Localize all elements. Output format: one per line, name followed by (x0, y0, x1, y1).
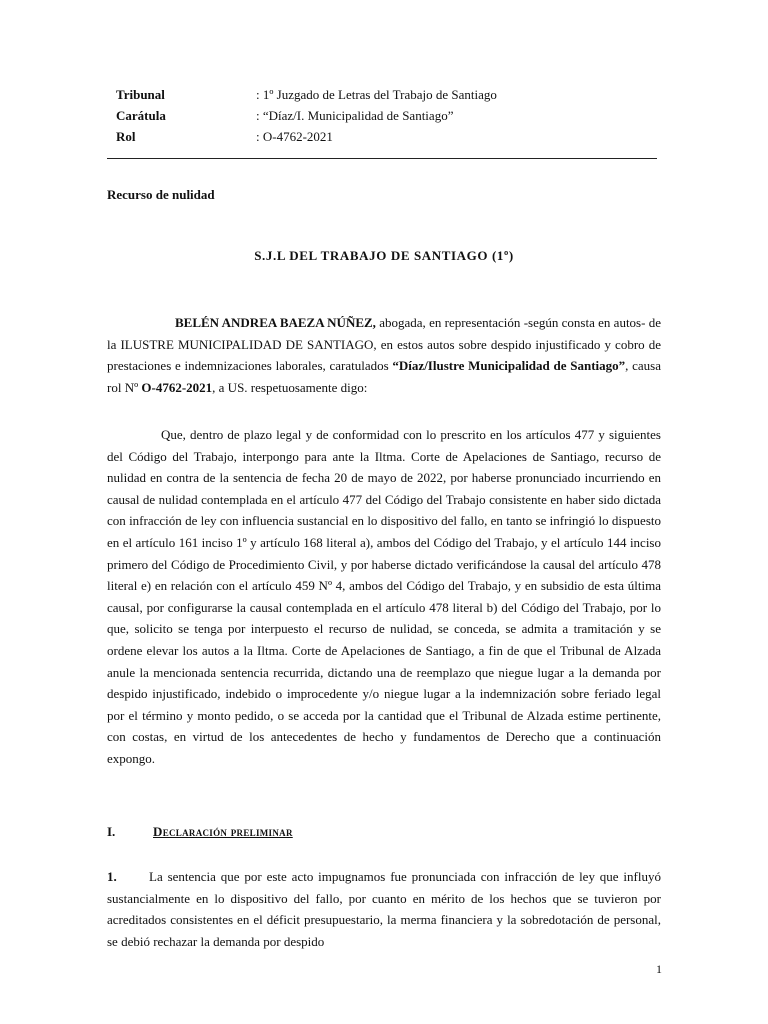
paragraph-number: 1. (107, 869, 117, 884)
numbered-paragraph (107, 866, 661, 952)
attorney-name: BELÉN ANDREA BAEZA NÚÑEZ, (175, 315, 376, 330)
section-heading (107, 824, 293, 840)
section-title: Declaración preliminar (153, 824, 293, 839)
page-number: 1 (656, 962, 662, 976)
tribunal-value: : 1º Juzgado de Letras del Trabajo de Santiago (256, 87, 497, 102)
intro-text-2: , causa rol Nº (107, 358, 661, 395)
tribunal-row (116, 84, 497, 105)
caratula-label: Carátula (116, 108, 166, 123)
rol-label: Rol (116, 129, 136, 144)
section-number: I. (107, 824, 116, 839)
caratula-row (116, 105, 497, 126)
intro-paragraph (107, 312, 661, 398)
rol-row (116, 126, 497, 147)
document-type-title: Recurso de nulidad (107, 187, 215, 202)
paragraph-text: La sentencia que por este acto impugnamos fue pronunciada con infracción de ley que influyó sustancialmente en lo dispositivo del fallo, por cuanto en mérito de los hechos que se tuvieron por acreditados consistentes en el déficit presupuestario, la merma financiera y la sobredotación de personal, se debió rechazar la demanda por despido (107, 869, 661, 949)
case-caption: “Díaz/Ilustre Municipalidad de Santiago” (392, 358, 626, 374)
main-petition-paragraph: Que, dentro de plazo legal y de conformidad con lo prescrito en los artículos 477 y siguientes del Código del Trabajo, interpongo para ante la Iltma. Corte de Apelaciones de Santiago, recurso de nulidad en contra de la sentencia de fecha 20 de mayo de 2022, por haberse pronunciado incurriendo en causal de nulidad contemplada en el artículo 477 del Código del Trabajo consistente en haber sido dictada con infracción de ley con influencia sustancial en lo dispositivo del fallo, en tanto se infringió lo dispuesto en el artículo 161 inciso 1º y artículo 168 literal a), ambos del Código del Trabajo, y el artículo 144 inciso primero del Código de Procedimiento Civil, y por haberse dictado verificándose la causal del artículo 478 literal e) en relación con el artículo 459 Nº 4, ambos del Código del Trabajo, y en subsidio de esta última causal, por configurarse la causal contemplada en el artículo 478 literal b) del Código del Trabajo, por lo que, solicito se tenga por interpuesto el recurso de nulidad, se conceda, se admita a tramitación y se ordene elevar los autos a la Iltma. Corte de Apelaciones de Santiago, a fin de que el Tribunal de Alzada anule la mencionada sentencia recurrida, dictando una de reemplazo que niegue lugar a la demanda por despido injustificado, indebido o improcedente y/o niegue lugar a la indemnización sobre feriado legal por el término y monto pedido, o se acceda por la cantidad que el Tribunal de Alzada estime pertinente, con costas, en virtud de los antecedentes de hecho y fundamentos de Derecho que a continuación expongo. (107, 427, 661, 766)
rol-value: : O-4762-2021 (256, 129, 333, 144)
caratula-value: : “Díaz/I. Municipalidad de Santiago” (256, 108, 454, 123)
tribunal-label: Tribunal (116, 87, 165, 102)
case-header (116, 84, 497, 147)
intro-text-3: , a US. respetuosamente digo: (212, 379, 368, 395)
header-divider (107, 158, 657, 159)
intro-text-1: abogada, en representación -según consta en autos- de la ILUSTRE MUNICIPALIDAD DE SANTIAGO, en estos autos sobre despido injustificado y cobro de prestaciones e indemnizaciones laborales, caratulados (107, 315, 661, 374)
case-rol: O-4762-2021 (141, 379, 213, 395)
court-heading: S.J.L DEL TRABAJO DE SANTIAGO (1º) (254, 248, 514, 263)
